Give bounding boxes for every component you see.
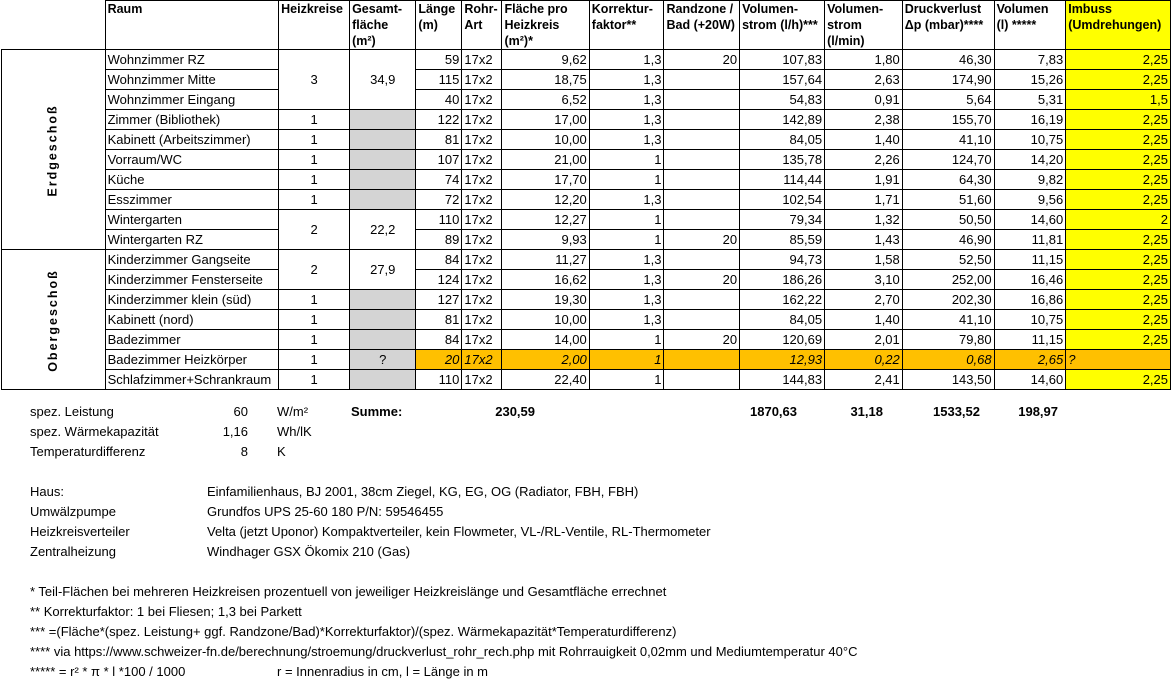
cell-vol-lh: 135,78 bbox=[740, 150, 825, 170]
params-units bbox=[277, 402, 312, 462]
cell-randzone bbox=[664, 370, 740, 390]
cell-vol-lmin: 0,91 bbox=[825, 90, 903, 110]
cell-gesamtflaeche bbox=[350, 290, 416, 310]
cell-laenge: 84 bbox=[416, 330, 462, 350]
cell-vol-lh: 84,05 bbox=[740, 130, 825, 150]
summe-volumen: 198,97 bbox=[1018, 404, 1058, 419]
info-label-verteiler: Heizkreisverteiler bbox=[30, 524, 130, 539]
cell-randzone: 20 bbox=[664, 330, 740, 350]
cell-vol-lh: 102,54 bbox=[740, 190, 825, 210]
param-temp-label: Temperaturdifferenz bbox=[30, 444, 146, 459]
cell-druck: 50,50 bbox=[902, 210, 994, 230]
param-leistung-unit: W/m² bbox=[277, 404, 309, 419]
params-labels bbox=[30, 402, 159, 462]
cell-korrektur: 1,3 bbox=[589, 310, 664, 330]
param-leistung-label: spez. Leistung bbox=[30, 404, 114, 419]
cell-imbuss: 2,25 bbox=[1066, 130, 1171, 150]
cell-randzone: 20 bbox=[664, 50, 740, 70]
cell-druck: 0,68 bbox=[902, 350, 994, 370]
header-vol-lmin: Volumen-strom (l/min) bbox=[825, 1, 903, 50]
cell-laenge: 110 bbox=[416, 210, 462, 230]
cell-korrektur: 1,3 bbox=[589, 90, 664, 110]
cell-korrektur: 1,3 bbox=[589, 290, 664, 310]
cell-heizkreise: 1 bbox=[279, 310, 350, 330]
cell-randzone: 20 bbox=[664, 230, 740, 250]
cell-volumen: 14,60 bbox=[994, 210, 1066, 230]
cell-randzone bbox=[664, 350, 740, 370]
cell-heizkreise: 1 bbox=[279, 130, 350, 150]
cell-druck: 202,30 bbox=[902, 290, 994, 310]
table-row bbox=[2, 150, 1171, 170]
cell-druck: 155,70 bbox=[902, 110, 994, 130]
table-row bbox=[2, 70, 1171, 90]
cell-korrektur: 1 bbox=[589, 170, 664, 190]
cell-raum: Wohnzimmer Mitte bbox=[105, 70, 279, 90]
summe-flaeche: 230,59 bbox=[495, 404, 535, 419]
cell-heizkreise: 1 bbox=[279, 370, 350, 390]
cell-rohrart: 17x2 bbox=[462, 370, 502, 390]
cell-randzone bbox=[664, 290, 740, 310]
cell-gesamtflaeche bbox=[350, 330, 416, 350]
cell-flaeche-pro: 18,75 bbox=[502, 70, 589, 90]
table-row bbox=[2, 230, 1171, 250]
cell-korrektur: 1,3 bbox=[589, 110, 664, 130]
cell-randzone bbox=[664, 110, 740, 130]
cell-raum: Wohnzimmer Eingang bbox=[105, 90, 279, 110]
cell-gesamtflaeche: ? bbox=[350, 350, 416, 370]
cell-vol-lmin: 0,22 bbox=[825, 350, 903, 370]
cell-heizkreise: 1 bbox=[279, 290, 350, 310]
cell-korrektur: 1,3 bbox=[589, 190, 664, 210]
cell-korrektur: 1,3 bbox=[589, 130, 664, 150]
param-leistung-value: 60 bbox=[233, 404, 248, 419]
cell-heizkreise: 3 bbox=[279, 50, 350, 110]
cell-laenge: 81 bbox=[416, 130, 462, 150]
summe-label: Summe: bbox=[351, 404, 403, 419]
cell-volumen: 16,86 bbox=[994, 290, 1066, 310]
cell-randzone bbox=[664, 310, 740, 330]
cell-volumen: 14,60 bbox=[994, 370, 1066, 390]
cell-randzone bbox=[664, 150, 740, 170]
cell-druck: 252,00 bbox=[902, 270, 994, 290]
cell-imbuss: 2,25 bbox=[1066, 50, 1171, 70]
cell-vol-lmin: 1,71 bbox=[825, 190, 903, 210]
table-row bbox=[2, 290, 1171, 310]
cell-volumen: 16,19 bbox=[994, 110, 1066, 130]
cell-laenge: 110 bbox=[416, 370, 462, 390]
cell-volumen: 16,46 bbox=[994, 270, 1066, 290]
cell-vol-lmin: 1,58 bbox=[825, 250, 903, 270]
cell-korrektur: 1 bbox=[589, 210, 664, 230]
info-value-pumpe: Grundfos UPS 25-60 180 P/N: 59546455 bbox=[207, 504, 444, 519]
cell-flaeche-pro: 19,30 bbox=[502, 290, 589, 310]
cell-druck: 51,60 bbox=[902, 190, 994, 210]
cell-volumen: 10,75 bbox=[994, 310, 1066, 330]
cell-korrektur: 1,3 bbox=[589, 70, 664, 90]
cell-vol-lmin: 1,32 bbox=[825, 210, 903, 230]
cell-rohrart: 17x2 bbox=[462, 270, 502, 290]
cell-gesamtflaeche bbox=[350, 190, 416, 210]
table-row bbox=[2, 110, 1171, 130]
cell-vol-lmin: 2,01 bbox=[825, 330, 903, 350]
cell-rohrart: 17x2 bbox=[462, 310, 502, 330]
cell-vol-lh: 142,89 bbox=[740, 110, 825, 130]
param-kap-label: spez. Wärmekapazität bbox=[30, 424, 159, 439]
cell-heizkreise: 1 bbox=[279, 190, 350, 210]
info-value-heizung: Windhager GSX Ökomix 210 (Gas) bbox=[207, 544, 411, 559]
header-rohrart: Rohr-Art bbox=[462, 1, 502, 50]
table-row bbox=[2, 270, 1171, 290]
header-corner bbox=[2, 1, 106, 50]
footnote-1: * Teil-Flächen bei mehreren Heizkreisen prozentuell von jeweiliger Heizkreislänge und Gesamtfläche errechnet bbox=[30, 584, 667, 599]
cell-flaeche-pro: 16,62 bbox=[502, 270, 589, 290]
header-volumen: Volumen (l) ***** bbox=[994, 1, 1066, 50]
cell-vol-lmin: 2,26 bbox=[825, 150, 903, 170]
header-flaeche-pro: Fläche pro Heizkreis (m²)* bbox=[502, 1, 589, 50]
cell-gesamtflaeche bbox=[350, 110, 416, 130]
param-kap-unit: Wh/lK bbox=[277, 424, 312, 439]
cell-vol-lh: 84,05 bbox=[740, 310, 825, 330]
cell-laenge: 124 bbox=[416, 270, 462, 290]
cell-rohrart: 17x2 bbox=[462, 350, 502, 370]
cell-rohrart: 17x2 bbox=[462, 190, 502, 210]
cell-volumen: 14,20 bbox=[994, 150, 1066, 170]
cell-vol-lh: 186,26 bbox=[740, 270, 825, 290]
cell-vol-lmin: 1,91 bbox=[825, 170, 903, 190]
cell-korrektur: 1,3 bbox=[589, 50, 664, 70]
cell-raum: Kabinett (nord) bbox=[105, 310, 279, 330]
summe-druck: 1533,52 bbox=[933, 404, 980, 419]
cell-imbuss: 2,25 bbox=[1066, 270, 1171, 290]
cell-raum: Wintergarten RZ bbox=[105, 230, 279, 250]
cell-flaeche-pro: 10,00 bbox=[502, 310, 589, 330]
cell-raum: Zimmer (Bibliothek) bbox=[105, 110, 279, 130]
cell-druck: 46,90 bbox=[902, 230, 994, 250]
cell-raum: Badezimmer bbox=[105, 330, 279, 350]
cell-heizkreise: 2 bbox=[279, 210, 350, 250]
cell-imbuss: 2,25 bbox=[1066, 290, 1171, 310]
param-temp-value: 8 bbox=[240, 444, 248, 459]
cell-gesamtflaeche: 27,9 bbox=[350, 250, 416, 290]
cell-flaeche-pro: 22,40 bbox=[502, 370, 589, 390]
cell-heizkreise: 1 bbox=[279, 110, 350, 130]
cell-raum: Wintergarten bbox=[105, 210, 279, 230]
params-values bbox=[210, 402, 248, 462]
table-row bbox=[2, 130, 1171, 150]
cell-gesamtflaeche bbox=[350, 130, 416, 150]
cell-randzone bbox=[664, 190, 740, 210]
floor-eg-text: Erdgeschoß bbox=[45, 103, 60, 197]
table-row bbox=[2, 330, 1171, 350]
cell-laenge: 107 bbox=[416, 150, 462, 170]
cell-korrektur: 1 bbox=[589, 370, 664, 390]
table-row bbox=[2, 250, 1171, 270]
cell-imbuss: 2,25 bbox=[1066, 110, 1171, 130]
cell-vol-lmin: 1,80 bbox=[825, 50, 903, 70]
cell-flaeche-pro: 14,00 bbox=[502, 330, 589, 350]
cell-laenge: 84 bbox=[416, 250, 462, 270]
cell-laenge: 81 bbox=[416, 310, 462, 330]
cell-vol-lh: 54,83 bbox=[740, 90, 825, 110]
info-label-pumpe: Umwälzpumpe bbox=[30, 504, 116, 519]
cell-flaeche-pro: 6,52 bbox=[502, 90, 589, 110]
cell-vol-lmin: 2,63 bbox=[825, 70, 903, 90]
summe-vol-lh: 1870,63 bbox=[750, 404, 797, 419]
cell-volumen: 11,15 bbox=[994, 250, 1066, 270]
cell-druck: 41,10 bbox=[902, 130, 994, 150]
cell-laenge: 20 bbox=[416, 350, 462, 370]
cell-druck: 64,30 bbox=[902, 170, 994, 190]
header-imbuss: Imbuss (Umdrehungen) bbox=[1066, 1, 1171, 50]
cell-imbuss: ? bbox=[1066, 350, 1171, 370]
cell-imbuss: 2,25 bbox=[1066, 70, 1171, 90]
cell-laenge: 89 bbox=[416, 230, 462, 250]
cell-korrektur: 1,3 bbox=[589, 270, 664, 290]
cell-imbuss: 2,25 bbox=[1066, 170, 1171, 190]
cell-randzone bbox=[664, 170, 740, 190]
floor-label-eg bbox=[2, 50, 106, 250]
cell-flaeche-pro: 21,00 bbox=[502, 150, 589, 170]
cell-gesamtflaeche: 34,9 bbox=[350, 50, 416, 110]
cell-vol-lmin: 1,40 bbox=[825, 310, 903, 330]
table-row bbox=[2, 210, 1171, 230]
table-row bbox=[2, 190, 1171, 210]
cell-rohrart: 17x2 bbox=[462, 150, 502, 170]
footnote-5: ***** = r² * π * l *100 / 1000 bbox=[30, 664, 186, 679]
cell-druck: 46,30 bbox=[902, 50, 994, 70]
cell-rohrart: 17x2 bbox=[462, 290, 502, 310]
info-label-haus: Haus: bbox=[30, 484, 64, 499]
cell-randzone bbox=[664, 70, 740, 90]
cell-vol-lh: 162,22 bbox=[740, 290, 825, 310]
cell-raum: Kinderzimmer klein (süd) bbox=[105, 290, 279, 310]
cell-laenge: 72 bbox=[416, 190, 462, 210]
cell-flaeche-pro: 17,00 bbox=[502, 110, 589, 130]
info-value-verteiler: Velta (jetzt Uponor) Kompaktverteiler, kein Flowmeter, VL-/RL-Ventile, RL-Thermometer bbox=[207, 524, 711, 539]
header-laenge: Länge (m) bbox=[416, 1, 462, 50]
footnote-3: *** =(Fläche*(spez. Leistung+ ggf. Randzone/Bad)*Korrekturfaktor)/(spez. Wärmekapazität*Temperaturdifferenz) bbox=[30, 624, 677, 639]
cell-rohrart: 17x2 bbox=[462, 250, 502, 270]
cell-rohrart: 17x2 bbox=[462, 70, 502, 90]
cell-raum: Badezimmer Heizkörper bbox=[105, 350, 279, 370]
table-row bbox=[2, 310, 1171, 330]
cell-vol-lh: 120,69 bbox=[740, 330, 825, 350]
cell-druck: 79,80 bbox=[902, 330, 994, 350]
cell-imbuss: 2,25 bbox=[1066, 330, 1171, 350]
footnote-5-legend: r = Innenradius in cm, l = Länge in m bbox=[277, 664, 489, 679]
cell-flaeche-pro: 12,27 bbox=[502, 210, 589, 230]
cell-raum: Küche bbox=[105, 170, 279, 190]
cell-raum: Kabinett (Arbeitszimmer) bbox=[105, 130, 279, 150]
footnote-2: ** Korrekturfaktor: 1 bei Fliesen; 1,3 bei Parkett bbox=[30, 604, 302, 619]
cell-volumen: 11,15 bbox=[994, 330, 1066, 350]
cell-flaeche-pro: 12,20 bbox=[502, 190, 589, 210]
header-vol-lh: Volumen-strom (l/h)*** bbox=[740, 1, 825, 50]
cell-rohrart: 17x2 bbox=[462, 170, 502, 190]
cell-vol-lh: 12,93 bbox=[740, 350, 825, 370]
header-druck: Druckverlust Δp (mbar)**** bbox=[902, 1, 994, 50]
cell-randzone: 20 bbox=[664, 270, 740, 290]
cell-raum: Kinderzimmer Fensterseite bbox=[105, 270, 279, 290]
cell-imbuss: 2 bbox=[1066, 210, 1171, 230]
cell-vol-lmin: 1,43 bbox=[825, 230, 903, 250]
cell-imbuss: 2,25 bbox=[1066, 250, 1171, 270]
cell-volumen: 9,82 bbox=[994, 170, 1066, 190]
cell-rohrart: 17x2 bbox=[462, 230, 502, 250]
cell-raum: Schlafzimmer+Schrankraum bbox=[105, 370, 279, 390]
cell-gesamtflaeche bbox=[350, 170, 416, 190]
cell-vol-lmin: 1,40 bbox=[825, 130, 903, 150]
cell-randzone bbox=[664, 210, 740, 230]
cell-laenge: 127 bbox=[416, 290, 462, 310]
cell-rohrart: 17x2 bbox=[462, 110, 502, 130]
param-temp-unit: K bbox=[277, 444, 286, 459]
cell-laenge: 74 bbox=[416, 170, 462, 190]
floor-og-text: Obergeschoß bbox=[45, 268, 60, 372]
cell-heizkreise: 1 bbox=[279, 150, 350, 170]
cell-vol-lh: 144,83 bbox=[740, 370, 825, 390]
cell-raum: Wohnzimmer RZ bbox=[105, 50, 279, 70]
cell-laenge: 115 bbox=[416, 70, 462, 90]
cell-vol-lmin: 2,38 bbox=[825, 110, 903, 130]
cell-gesamtflaeche bbox=[350, 150, 416, 170]
cell-volumen: 2,65 bbox=[994, 350, 1066, 370]
cell-rohrart: 17x2 bbox=[462, 50, 502, 70]
cell-volumen: 11,81 bbox=[994, 230, 1066, 250]
header-korrektur: Korrektur-faktor** bbox=[589, 1, 664, 50]
cell-vol-lmin: 2,70 bbox=[825, 290, 903, 310]
cell-korrektur: 1 bbox=[589, 150, 664, 170]
cell-vol-lmin: 2,41 bbox=[825, 370, 903, 390]
cell-randzone bbox=[664, 250, 740, 270]
cell-vol-lmin: 3,10 bbox=[825, 270, 903, 290]
header-raum: Raum bbox=[105, 1, 279, 50]
cell-laenge: 59 bbox=[416, 50, 462, 70]
table-row bbox=[2, 350, 1171, 370]
cell-gesamtflaeche: 22,2 bbox=[350, 210, 416, 250]
cell-flaeche-pro: 11,27 bbox=[502, 250, 589, 270]
cell-imbuss: 2,25 bbox=[1066, 230, 1171, 250]
cell-korrektur: 1 bbox=[589, 230, 664, 250]
cell-imbuss: 2,25 bbox=[1066, 310, 1171, 330]
cell-imbuss: 1,5 bbox=[1066, 90, 1171, 110]
cell-gesamtflaeche bbox=[350, 310, 416, 330]
cell-volumen: 10,75 bbox=[994, 130, 1066, 150]
cell-vol-lh: 157,64 bbox=[740, 70, 825, 90]
table-row bbox=[2, 170, 1171, 190]
cell-druck: 143,50 bbox=[902, 370, 994, 390]
heating-circuit-table bbox=[1, 0, 1171, 390]
cell-vol-lh: 79,34 bbox=[740, 210, 825, 230]
cell-flaeche-pro: 17,70 bbox=[502, 170, 589, 190]
cell-flaeche-pro: 2,00 bbox=[502, 350, 589, 370]
cell-vol-lh: 107,83 bbox=[740, 50, 825, 70]
info-value-haus: Einfamilienhaus, BJ 2001, 38cm Ziegel, KG, EG, OG (Radiator, FBH, FBH) bbox=[207, 484, 639, 499]
cell-druck: 174,90 bbox=[902, 70, 994, 90]
table-row bbox=[2, 370, 1171, 390]
cell-rohrart: 17x2 bbox=[462, 210, 502, 230]
cell-volumen: 5,31 bbox=[994, 90, 1066, 110]
cell-imbuss: 2,25 bbox=[1066, 150, 1171, 170]
cell-gesamtflaeche bbox=[350, 370, 416, 390]
summe-vol-lmin: 31,18 bbox=[850, 404, 883, 419]
cell-raum: Kinderzimmer Gangseite bbox=[105, 250, 279, 270]
floor-label-og bbox=[2, 250, 106, 390]
cell-laenge: 122 bbox=[416, 110, 462, 130]
cell-heizkreise: 2 bbox=[279, 250, 350, 290]
cell-randzone bbox=[664, 130, 740, 150]
header-randzone: Randzone / Bad (+20W) bbox=[664, 1, 740, 50]
cell-druck: 5,64 bbox=[902, 90, 994, 110]
cell-heizkreise: 1 bbox=[279, 350, 350, 370]
cell-druck: 52,50 bbox=[902, 250, 994, 270]
info-values bbox=[207, 482, 711, 562]
cell-randzone bbox=[664, 90, 740, 110]
cell-rohrart: 17x2 bbox=[462, 90, 502, 110]
cell-druck: 41,10 bbox=[902, 310, 994, 330]
cell-raum: Vorraum/WC bbox=[105, 150, 279, 170]
cell-imbuss: 2,25 bbox=[1066, 190, 1171, 210]
cell-volumen: 7,83 bbox=[994, 50, 1066, 70]
header-heizkreise: Heizkreise bbox=[279, 1, 350, 50]
cell-heizkreise: 1 bbox=[279, 170, 350, 190]
cell-volumen: 9,56 bbox=[994, 190, 1066, 210]
cell-imbuss: 2,25 bbox=[1066, 370, 1171, 390]
cell-druck: 124,70 bbox=[902, 150, 994, 170]
param-kap-value: 1,16 bbox=[222, 424, 248, 439]
table-row bbox=[2, 90, 1171, 110]
table-row bbox=[2, 50, 1171, 70]
header-row bbox=[2, 1, 1171, 50]
cell-rohrart: 17x2 bbox=[462, 130, 502, 150]
cell-rohrart: 17x2 bbox=[462, 330, 502, 350]
cell-flaeche-pro: 9,62 bbox=[502, 50, 589, 70]
cell-heizkreise: 1 bbox=[279, 330, 350, 350]
info-label-heizung: Zentralheizung bbox=[30, 544, 116, 559]
cell-raum: Esszimmer bbox=[105, 190, 279, 210]
cell-korrektur: 1,3 bbox=[589, 250, 664, 270]
cell-vol-lh: 94,73 bbox=[740, 250, 825, 270]
cell-flaeche-pro: 9,93 bbox=[502, 230, 589, 250]
footnote-4: **** via https://www.schweizer-fn.de/berechnung/stroemung/druckverlust_rohr_rech.php mit Rohrrauigkeit 0,02mm und Mediumtemperatur 40°C bbox=[30, 644, 858, 659]
header-gesamtflaeche: Gesamt-fläche (m²) bbox=[350, 1, 416, 50]
info-labels bbox=[30, 482, 130, 562]
cell-volumen: 15,26 bbox=[994, 70, 1066, 90]
cell-laenge: 40 bbox=[416, 90, 462, 110]
cell-vol-lh: 114,44 bbox=[740, 170, 825, 190]
cell-korrektur: 1 bbox=[589, 330, 664, 350]
cell-flaeche-pro: 10,00 bbox=[502, 130, 589, 150]
cell-korrektur: 1 bbox=[589, 350, 664, 370]
cell-vol-lh: 85,59 bbox=[740, 230, 825, 250]
